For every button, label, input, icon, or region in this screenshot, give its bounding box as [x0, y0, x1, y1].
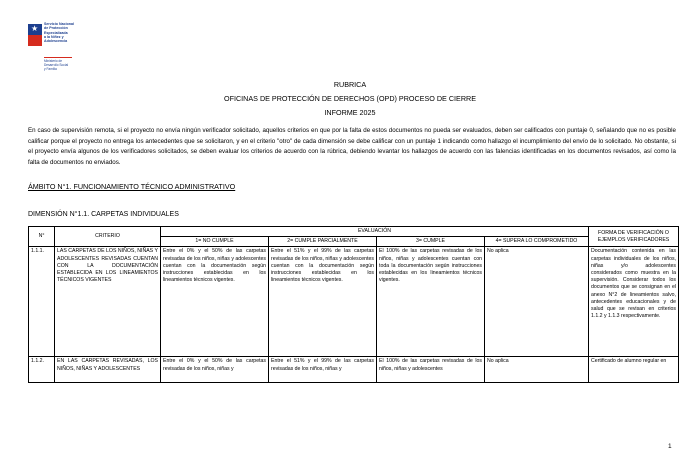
table-header-row — [29, 227, 679, 237]
row-cumple-parcialmente: Entre el 51% y el 99% de las carpetas revisadas de los niños, niñas y — [269, 357, 377, 383]
intro-paragraph: En caso de supervisión remota, si el proyecto no envía ningún verificador solicitado, aquellos criterios en que por la falta de estos documentos no pueda ser evaluados, deben ser calificados con puntaje 0, señalando que no es posible calificar porque el proyecto no entrega los antecedentes que se solicitaron, y en el criterio "otro" de cada dimensión se debe calificar con un puntaje 1 indicando como hallazgo el incumplimiento del envío de lo solicitado. No obstante, si el proyecto envía algunos de los verificadores solicitados, se deben evaluar los criterios de acuerdo con la rúbrica, debiendo levantar los hallazgos de acuerdo con las falencias identificadas en los documentos revisados, así como la falta de documentos no enviados. — [28, 127, 676, 166]
row-forma-verificacion: Documentación contenida en las carpetas individuales de los niños, niñas y/o adolescentes considerados como muestra en la supervisión. Considerar todos los documentos que se consignan en el anexo N°2 de lineamientos salvo, antecedentes educacionales y de salud que se revisan en criterios 1.1.2 y 1.1.3 respectivamente. — [589, 247, 679, 357]
header-criterio: CRITERIO — [55, 227, 161, 247]
logo-divider — [44, 57, 72, 58]
document-title: RUBRICA — [333, 80, 367, 89]
row-cumple: El 100% de las carpetas revisadas de los niños, niñas y adolescentes — [377, 357, 485, 383]
section-heading: ÁMBITO N°1. FUNCIONAMIENTO TÉCNICO ADMINISTRATIVO — [28, 182, 236, 191]
header-no-cumple: 1= NO CUMPLE — [161, 237, 269, 247]
chile-flag-icon: ★ — [28, 24, 42, 46]
row-forma-verificacion: Certificado de alumno regular en — [589, 357, 679, 383]
row-number: 1.1.1. — [29, 247, 55, 357]
table-row — [29, 357, 679, 383]
row-cumple-parcialmente: Entre el 51% y el 99% de las carpetas revisadas de los niños, niñas y adolescentes cuentan con la documentación según instrucciones establecidas en los lineamientos técnicos vigentes. — [269, 247, 377, 357]
rubric-table — [28, 226, 679, 383]
table-row — [29, 247, 679, 357]
page-number: 1 — [668, 443, 672, 450]
row-criterio: LAS CARPETAS DE LOS NIÑOS, NIÑAS Y ADOLESCENTES REVISADAS CUENTAN CON LA DOCUMENTACIÓN ESTABLECIDA EN LOS LINEAMIENTOS TÉCNICOS VIGENTES — [55, 247, 161, 357]
header-forma-verificacion: FORMA DE VERIFICACIÓN O EJEMPLOS VERIFICADORES — [589, 227, 679, 247]
logo-text: Servicio Nacional de Protección Especializada a la Niñez y Adolescencia — [44, 22, 74, 44]
row-criterio: EN LAS CARPETAS REVISADAS, LOS NIÑOS, NIÑAS Y ADOLESCENTES — [55, 357, 161, 383]
row-no-cumple: Entre el 0% y el 50% de las carpetas revisadas de los niños, niñas y — [161, 357, 269, 383]
row-no-cumple: Entre el 0% y el 50% de las carpetas revisadas de los niños, niñas y adolescentes cuentan con la documentación según instrucciones establecidas en los lineamientos técnicos vigentes. — [161, 247, 269, 357]
institution-logo — [28, 20, 80, 78]
row-number: 1.1.2. — [29, 357, 55, 383]
document-subtitle: OFICINAS DE PROTECCIÓN DE DERECHOS (OPD) PROCESO DE CIERRE — [224, 94, 476, 103]
header-number: N° — [29, 227, 55, 247]
document-report-year: INFORME 2025 — [324, 108, 376, 117]
row-supera: No aplica — [485, 357, 589, 383]
header-cumple-parcialmente: 2= CUMPLE PARCIALMENTE — [269, 237, 377, 247]
row-supera: No aplica — [485, 247, 589, 357]
dimension-heading: DIMENSIÓN N°1.1. CARPETAS INDIVIDUALES — [28, 211, 179, 218]
header-cumple: 3= CUMPLE — [377, 237, 485, 247]
row-cumple: El 100% de las carpetas revisadas de los niños, niñas y adolescentes cuentan con toda la documentación según instrucciones establecidas en los lineamientos técnicos vigentes. — [377, 247, 485, 357]
header-supera: 4= SUPERA LO COMPROMETIDO — [485, 237, 589, 247]
logo-subtext: Ministerio de Desarrollo Social y Familia — [44, 59, 69, 71]
header-evaluacion: EVALUACIÓN — [161, 227, 589, 237]
